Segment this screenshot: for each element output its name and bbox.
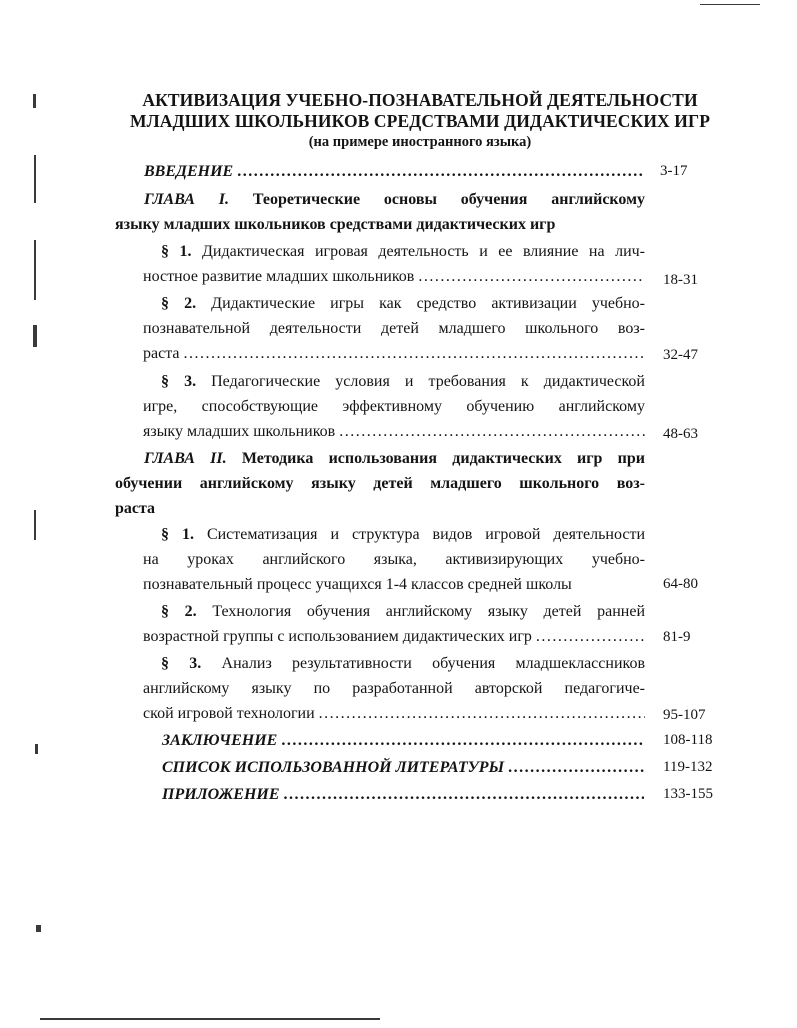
- leader-dots: [237, 159, 644, 184]
- chapter-1-title-line-2: языку младших школьников средствами дидактических игр: [115, 216, 556, 233]
- section-title-last-line: ностное развитие младших школьников: [143, 268, 415, 285]
- section-title-line-1: Педагогические условия и требования к дидактической: [211, 373, 645, 390]
- section-title-line-2: игре, способствующие эффективному обучению английскому: [143, 398, 645, 415]
- section-title-last-line: языку младших школьников: [143, 423, 336, 440]
- toc-chapter-1: [115, 187, 645, 237]
- section-number: § 2.: [161, 295, 197, 312]
- intro-label: ВВЕДЕНИЕ: [144, 163, 234, 180]
- toc-ch2-section-2: [143, 599, 645, 649]
- leader-dots: [536, 624, 645, 649]
- subtitle: (на примере иностранного языка): [308, 134, 532, 150]
- chapter-2-title-line-3: раста: [115, 500, 156, 517]
- leader-dots: [418, 264, 645, 289]
- toc-ch1-section-1: [143, 239, 645, 289]
- chapter-1-label: ГЛАВА I.: [144, 191, 230, 208]
- section-number: § 2.: [161, 603, 197, 620]
- chapter-2-title-line-2: обучении английскому языку детей младшего школьного воз-: [115, 475, 645, 492]
- section-title-last-line: раста: [143, 345, 180, 362]
- section-title-line-2: на уроках английского языка, активизирующих учебно-: [143, 551, 645, 568]
- toc-chapter-2: [115, 446, 645, 521]
- section-title-line-1: Систематизация и структура видов игровой деятельности: [206, 526, 645, 543]
- toc-appendix: [162, 782, 644, 807]
- leader-dots: [339, 419, 645, 444]
- leader-dots: [319, 701, 645, 726]
- toc-bibliography: [162, 755, 644, 780]
- section-title-last-line: познавательный процесс учащихся 1-4 классов средней школы: [143, 576, 572, 593]
- section-title-line-1: Дидактические игры как средство активизации учебно-: [211, 295, 646, 312]
- section-title-last-line: возрастной группы с использованием дидактических игр: [143, 628, 532, 645]
- ch1-section-1-pages: 18-31: [663, 272, 698, 288]
- leader-dots: [508, 755, 644, 780]
- toc-ch2-section-1: [143, 522, 645, 597]
- section-number: § 1.: [161, 243, 192, 260]
- conclusion-label: ЗАКЛЮЧЕНИЕ: [162, 732, 278, 749]
- leader-dots: [184, 341, 646, 366]
- conclusion-pages: 108-118: [663, 732, 713, 748]
- leader-dots: [284, 782, 644, 807]
- appendix-label: ПРИЛОЖЕНИЕ: [162, 786, 280, 803]
- section-number: § 1.: [161, 526, 194, 543]
- toc-ch1-section-2: [143, 291, 645, 366]
- leader-dots: [281, 728, 644, 753]
- ch2-section-1-pages: 64-80: [663, 576, 698, 592]
- chapter-2-label: ГЛАВА II.: [144, 450, 227, 467]
- section-title-line-2: познавательной деятельности детей младшего школьного воз-: [143, 320, 645, 337]
- toc-ch1-section-3: [143, 369, 645, 444]
- ch1-section-3-pages: 48-63: [663, 426, 698, 442]
- section-title-line-2: английскому языку по разработанной авторской педагогиче-: [143, 680, 645, 697]
- appendix-pages: 133-155: [663, 786, 713, 802]
- section-title-line-1: Анализ результативности обучения младшеклассников: [221, 655, 646, 672]
- intro-pages: 3-17: [660, 163, 688, 179]
- toc-intro: [144, 159, 644, 184]
- section-title-line-1: Технология обучения английскому языку детей ранней: [212, 603, 646, 620]
- ch1-section-2-pages: 32-47: [663, 347, 698, 363]
- title-line-2: МЛАДШИХ ШКОЛЬНИКОВ СРЕДСТВАМИ ДИДАКТИЧЕСКИХ ИГР: [129, 111, 710, 131]
- ch2-section-2-pages: 81-9: [663, 629, 691, 645]
- bibliography-pages: 119-132: [663, 759, 713, 775]
- ch2-section-3-pages: 95-107: [663, 707, 706, 723]
- chapter-1-title-line-1: Теоретические основы обучения английскому: [252, 191, 646, 208]
- section-title-last-line: ской игровой технологии: [143, 705, 315, 722]
- toc-conclusion: [162, 728, 644, 753]
- toc-ch2-section-3: [143, 651, 645, 726]
- bibliography-label: СПИСОК ИСПОЛЬЗОВАННОЙ ЛИТЕРАТУРЫ: [162, 759, 505, 776]
- title-line-1: АКТИВИЗАЦИЯ УЧЕБНО-ПОЗНАВАТЕЛЬНОЙ ДЕЯТЕЛЬНОСТИ: [142, 90, 698, 110]
- chapter-2-title-line-1: Методика использования дидактических игр при: [241, 450, 645, 467]
- section-number: § 3.: [161, 655, 202, 672]
- section-number: § 3.: [161, 373, 197, 390]
- section-title-line-1: Дидактическая игровая деятельность и ее влияние на лич-: [202, 243, 646, 260]
